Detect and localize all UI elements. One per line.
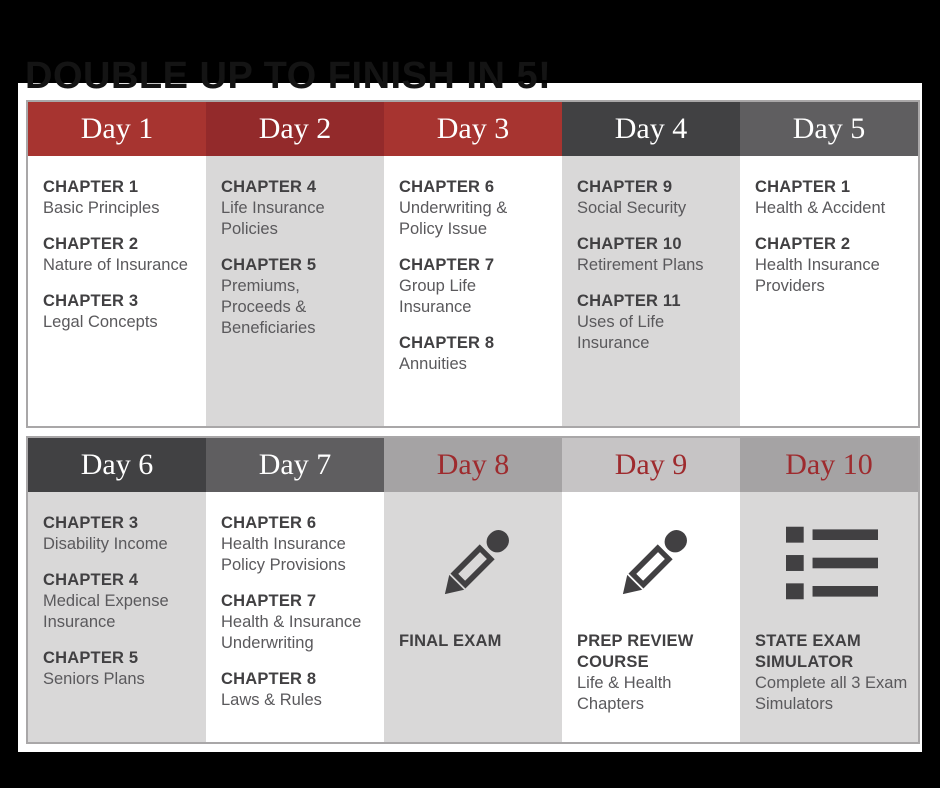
- day-6-header: Day 6: [28, 438, 206, 492]
- chapter-item: [221, 591, 374, 654]
- chapter-heading: CHAPTER 8: [399, 334, 495, 352]
- chapter-topic: Legal Concepts: [43, 313, 158, 331]
- chapter-heading: CHAPTER 11: [577, 292, 681, 310]
- day-5-cell: [740, 156, 918, 426]
- task-detail: Life & Health Chapters: [577, 674, 672, 713]
- chapter-heading: CHAPTER 4: [221, 178, 317, 196]
- chapter-item: [399, 333, 552, 375]
- chapter-item: [577, 177, 730, 219]
- chapter-topic: Annuities: [399, 355, 467, 373]
- chapter-topic: Group Life Insurance: [399, 277, 477, 316]
- chapter-item: [221, 255, 374, 339]
- chapter-item: [43, 570, 196, 633]
- schedule-table-days-1-5: [26, 100, 920, 428]
- chapter-item: [755, 177, 908, 219]
- chapter-topic: Premiums, Proceeds & Beneficiaries: [221, 277, 316, 337]
- chapter-item: [577, 234, 730, 276]
- task-heading: FINAL EXAM: [399, 632, 502, 650]
- chapter-heading: CHAPTER 7: [399, 256, 495, 274]
- chapter-item: [399, 255, 552, 318]
- chapter-topic: Medical Expense Insurance: [43, 592, 169, 631]
- pencil-icon: [613, 523, 694, 604]
- chapter-topic: Nature of Insurance: [43, 256, 188, 274]
- chapter-topic: Seniors Plans: [43, 670, 145, 688]
- chapter-topic: Life Insurance Policies: [221, 199, 325, 238]
- chapter-heading: CHAPTER 1: [755, 178, 851, 196]
- chapter-heading: CHAPTER 5: [43, 649, 139, 667]
- chapter-topic: Underwriting & Policy Issue: [399, 199, 508, 238]
- chapter-topic: Health Insurance Policy Provisions: [221, 535, 346, 574]
- chapter-item: [221, 177, 374, 240]
- task-heading: PREP REVIEW COURSE: [577, 632, 694, 671]
- chapter-item: [43, 234, 196, 276]
- day-3-cell: [384, 156, 562, 426]
- page-title-text: DOUBLE UP TO FINISH IN 5!: [25, 55, 552, 97]
- list-icon: [786, 526, 878, 600]
- day-6-cell: [28, 492, 206, 742]
- task-heading: STATE EXAM SIMULATOR: [755, 632, 861, 671]
- day-10-header: Day 10: [740, 438, 918, 492]
- day-2-cell: [206, 156, 384, 426]
- chapter-item: [221, 669, 374, 711]
- chapter-topic: Social Security: [577, 199, 687, 217]
- clipped-page-title: [25, 55, 905, 98]
- day-9-header: Day 9: [562, 438, 740, 492]
- chapter-heading: CHAPTER 3: [43, 292, 139, 310]
- chapter-heading: CHAPTER 3: [43, 514, 139, 532]
- day-1-header: Day 1: [28, 102, 206, 156]
- day-8-cell: [384, 492, 562, 742]
- day-4-header: Day 4: [562, 102, 740, 156]
- chapter-item: [43, 177, 196, 219]
- chapter-heading: CHAPTER 1: [43, 178, 139, 196]
- chapter-heading: CHAPTER 5: [221, 256, 317, 274]
- chapter-topic: Health & Accident: [755, 199, 886, 217]
- chapter-heading: CHAPTER 8: [221, 670, 317, 688]
- chapter-topic: Uses of Life Insurance: [577, 313, 665, 352]
- chapter-item: [43, 513, 196, 555]
- chapter-topic: Disability Income: [43, 535, 168, 553]
- chapter-heading: CHAPTER 6: [399, 178, 495, 196]
- day-3-header: Day 3: [384, 102, 562, 156]
- chapter-heading: CHAPTER 2: [755, 235, 851, 253]
- day-9-cell: [562, 492, 740, 742]
- schedule-table-days-6-10: [26, 436, 920, 744]
- chapter-item: [755, 234, 908, 297]
- day-8-header: Day 8: [384, 438, 562, 492]
- chapter-topic: Retirement Plans: [577, 256, 704, 274]
- icon-container: [755, 521, 908, 605]
- day-7-header: Day 7: [206, 438, 384, 492]
- chapter-heading: CHAPTER 6: [221, 514, 317, 532]
- chapter-heading: CHAPTER 10: [577, 235, 682, 253]
- icon-container: [577, 521, 730, 605]
- chapter-heading: CHAPTER 7: [221, 592, 317, 610]
- task-detail: Complete all 3 Exam Simulators: [755, 674, 908, 713]
- chapter-topic: Health & Insurance Underwriting: [221, 613, 362, 652]
- day-5-header: Day 5: [740, 102, 918, 156]
- chapter-topic: Laws & Rules: [221, 691, 322, 709]
- chapter-item: [577, 291, 730, 354]
- chapter-topic: Health Insurance Providers: [755, 256, 880, 295]
- chapter-item: [221, 513, 374, 576]
- day-10-cell: [740, 492, 918, 742]
- day-2-header: Day 2: [206, 102, 384, 156]
- pencil-icon: [435, 523, 516, 604]
- day-7-cell: [206, 492, 384, 742]
- icon-container: [399, 521, 552, 605]
- chapter-heading: CHAPTER 4: [43, 571, 139, 589]
- chapter-item: [43, 648, 196, 690]
- day-1-cell: [28, 156, 206, 426]
- day-4-cell: [562, 156, 740, 426]
- chapter-heading: CHAPTER 2: [43, 235, 139, 253]
- chapter-heading: CHAPTER 9: [577, 178, 673, 196]
- schedule-panel: [18, 55, 922, 752]
- chapter-item: [43, 291, 196, 333]
- chapter-item: [399, 177, 552, 240]
- chapter-topic: Basic Principles: [43, 199, 160, 217]
